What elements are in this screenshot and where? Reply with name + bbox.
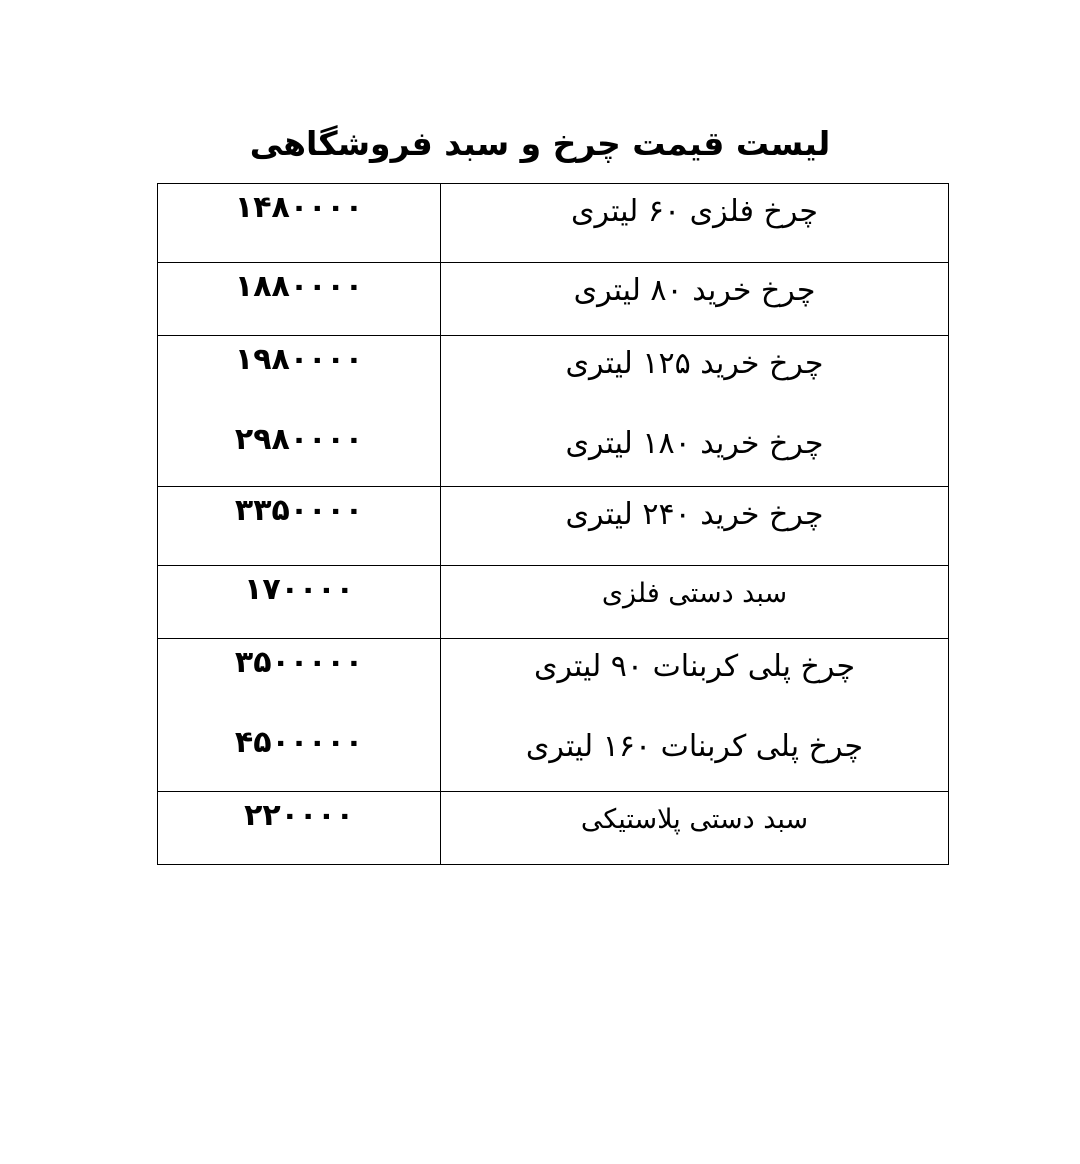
page-title: لیست قیمت چرخ و سبد فروشگاهی — [249, 124, 831, 163]
item-name-cell — [441, 487, 949, 566]
item-name-cell — [441, 639, 949, 792]
price-cell — [158, 487, 441, 566]
price-cell — [158, 792, 441, 865]
price-value: ۲۲۰۰۰۰ — [244, 798, 354, 833]
table-row — [158, 566, 949, 639]
item-name-cell — [441, 336, 949, 487]
price-value: ۱۹۸۰۰۰۰ — [234, 342, 364, 377]
item-name: چرخ پلی کربنات ۹۰ لیتری — [533, 649, 856, 684]
price-value: ۱۷۰۰۰۰ — [244, 572, 354, 607]
item-name-cell — [441, 263, 949, 336]
table-row — [158, 184, 949, 263]
item-name: چرخ خرید ۸۰ لیتری — [573, 273, 816, 308]
price-cell — [158, 263, 441, 336]
item-name: چرخ خرید ۱۸۰ لیتری — [565, 426, 824, 461]
table-row — [158, 263, 949, 336]
item-name: چرخ خرید ۱۲۵ لیتری — [565, 346, 824, 381]
item-name: چرخ فلزی ۶۰ لیتری — [571, 194, 818, 229]
item-name: سبد دستی فلزی — [601, 578, 788, 609]
table-row — [158, 639, 949, 792]
item-name-cell — [441, 184, 949, 263]
price-value: ۳۵۰۰۰۰۰ — [234, 645, 364, 680]
table-row — [158, 792, 949, 865]
table-row — [158, 336, 949, 487]
price-table — [157, 183, 949, 865]
table-row — [158, 487, 949, 566]
item-name-cell — [441, 566, 949, 639]
price-value: ۱۴۸۰۰۰۰ — [234, 190, 364, 225]
price-value: ۴۵۰۰۰۰۰ — [234, 725, 364, 760]
price-cell — [158, 184, 441, 263]
item-name-cell — [441, 792, 949, 865]
item-name: چرخ خرید ۲۴۰ لیتری — [565, 497, 824, 532]
item-name: چرخ پلی کربنات ۱۶۰ لیتری — [525, 729, 864, 764]
price-cell — [158, 336, 441, 487]
item-name: سبد دستی پلاستیکی — [580, 804, 809, 835]
price-value: ۱۸۸۰۰۰۰ — [234, 269, 364, 304]
price-value: ۲۹۸۰۰۰۰ — [234, 422, 364, 457]
price-cell — [158, 566, 441, 639]
price-cell — [158, 639, 441, 792]
price-value: ۳۳۵۰۰۰۰ — [234, 493, 364, 528]
